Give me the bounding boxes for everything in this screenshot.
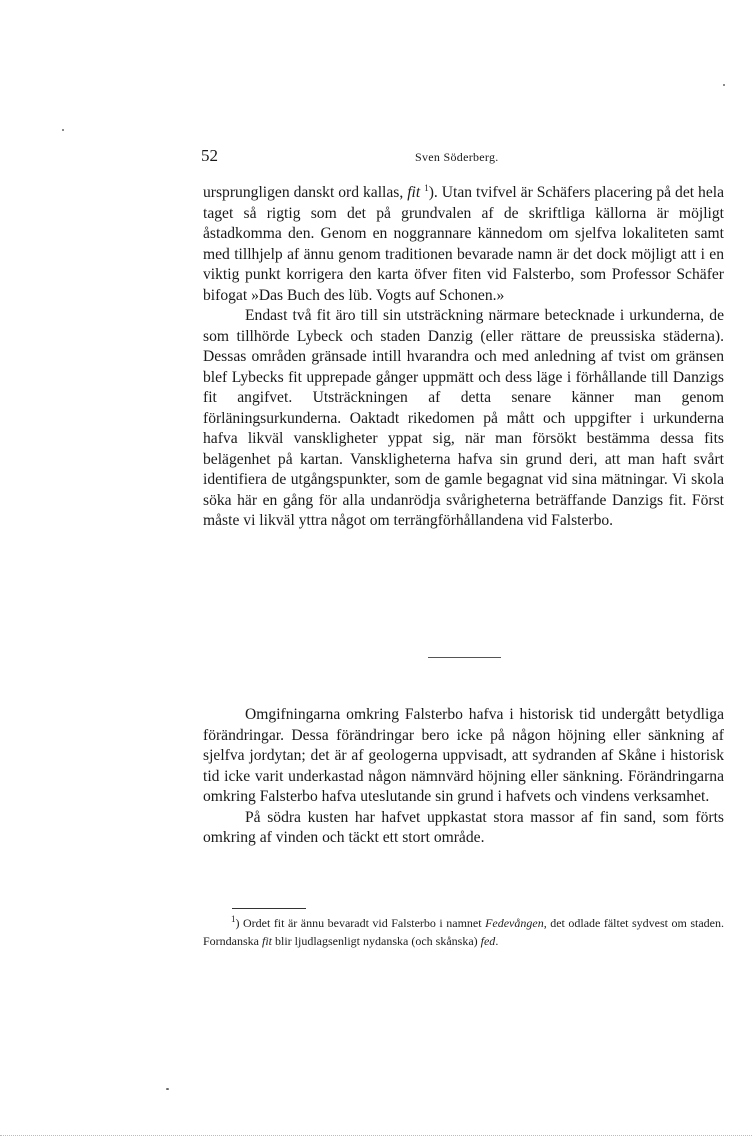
footnote-1: $^1$) Ordet fit är ännu bevaradt vid Falsterbo i namnet Fedevången, det odlade fältet sydvest om staden. Forndanska fit blir ljudlagsenligt nydanska (och skånska) fed. xyxy=(203,914,724,948)
footnote-reference[interactable]: 1 xyxy=(424,182,429,193)
page-number: 52 xyxy=(201,146,218,165)
page-header xyxy=(201,146,725,168)
term-fit-footnote: fit xyxy=(262,934,273,948)
scan-edge xyxy=(0,1135,752,1136)
scan-speck xyxy=(62,129,64,131)
term-fed: fed xyxy=(480,934,496,948)
footnote-marker: 1 xyxy=(231,914,236,924)
paragraph-2: Endast två fit äro till sin utsträckning närmare betecknade i urkunderna, de som tillhörde Lybeck och staden Danzig (eller rättare de preussiska städerna). Dessas områden gränsade intill hvarandra och med anledning af tvist om gränsen blef Lybecks fit upprepade gånger uppmätt och dess läge i förhållande till Danzigs fit angifvet. Utsträckningen af detta senare känner man genom förläningsurkunderna. Oaktadt rikedomen på mått och uppgifter i urkunderna hafva likväl vanskligheter yppat sig, när man försökt bestämma dessa fits belägenhet på kartan. Vanskligheterna hafva sin grund deri, att man haft svårt identifiera de utgångspunkter, som de gamle begagnat vid sina mätningar. Vi skola söka här en gång för alla undanrödja svårigheterna beträffande Danzigs fit. Först måste vi likväl yttra något om terrängförhållandena vid Falsterbo. xyxy=(203,307,724,529)
running-head: Sven Söderberg. xyxy=(415,150,499,164)
section-divider xyxy=(428,657,501,658)
paragraph-1: ursprungligen danskt ord kallas, fit $^1$). Utan tvifvel är Schäfers placering på det hela taget så rigtig som det på grundvalen af de skriftliga källorna är möjligt åstadkomma den. Genom en noggrannare kännedom om sjelfva lokaliteten samt med tillhjelp af ännu genom traditionen bevarade namn är det dock möjligt att i en viktig punkt korrigera den karta öfver fiten vid Falsterbo, som Professor Schäfer bifogat »Das Buch des lüb. Vogts auf Schonen.» xyxy=(203,182,724,304)
scan-speck xyxy=(723,84,725,86)
place-name: Fedevången xyxy=(485,916,544,930)
body-text-upper xyxy=(203,183,724,532)
scan-speck xyxy=(166,1088,169,1090)
footnote-divider xyxy=(232,908,306,909)
term-fit: fit xyxy=(407,184,421,201)
body-text-lower xyxy=(203,705,724,849)
footnotes xyxy=(203,914,724,950)
paragraph-3: Omgifningarna omkring Falsterbo hafva i historisk tid undergått betydliga förändringar. Dessa förändringar bero icke på någon höjning eller sänkning af sjelfva jordytan; det är af geologerna uppvisadt, att sydranden af Skåne i historisk tid icke varit underkastad någon nämnvärd höjning eller sänkning. Förändringarna omkring Falsterbo hafva uteslutande sin grund i hafvets och vindens verksamhet. xyxy=(203,706,724,805)
paragraph-4: På södra kusten har hafvet uppkastat stora massor af fin sand, som förts omkring af vinden och täckt ett stort område. xyxy=(203,808,724,846)
